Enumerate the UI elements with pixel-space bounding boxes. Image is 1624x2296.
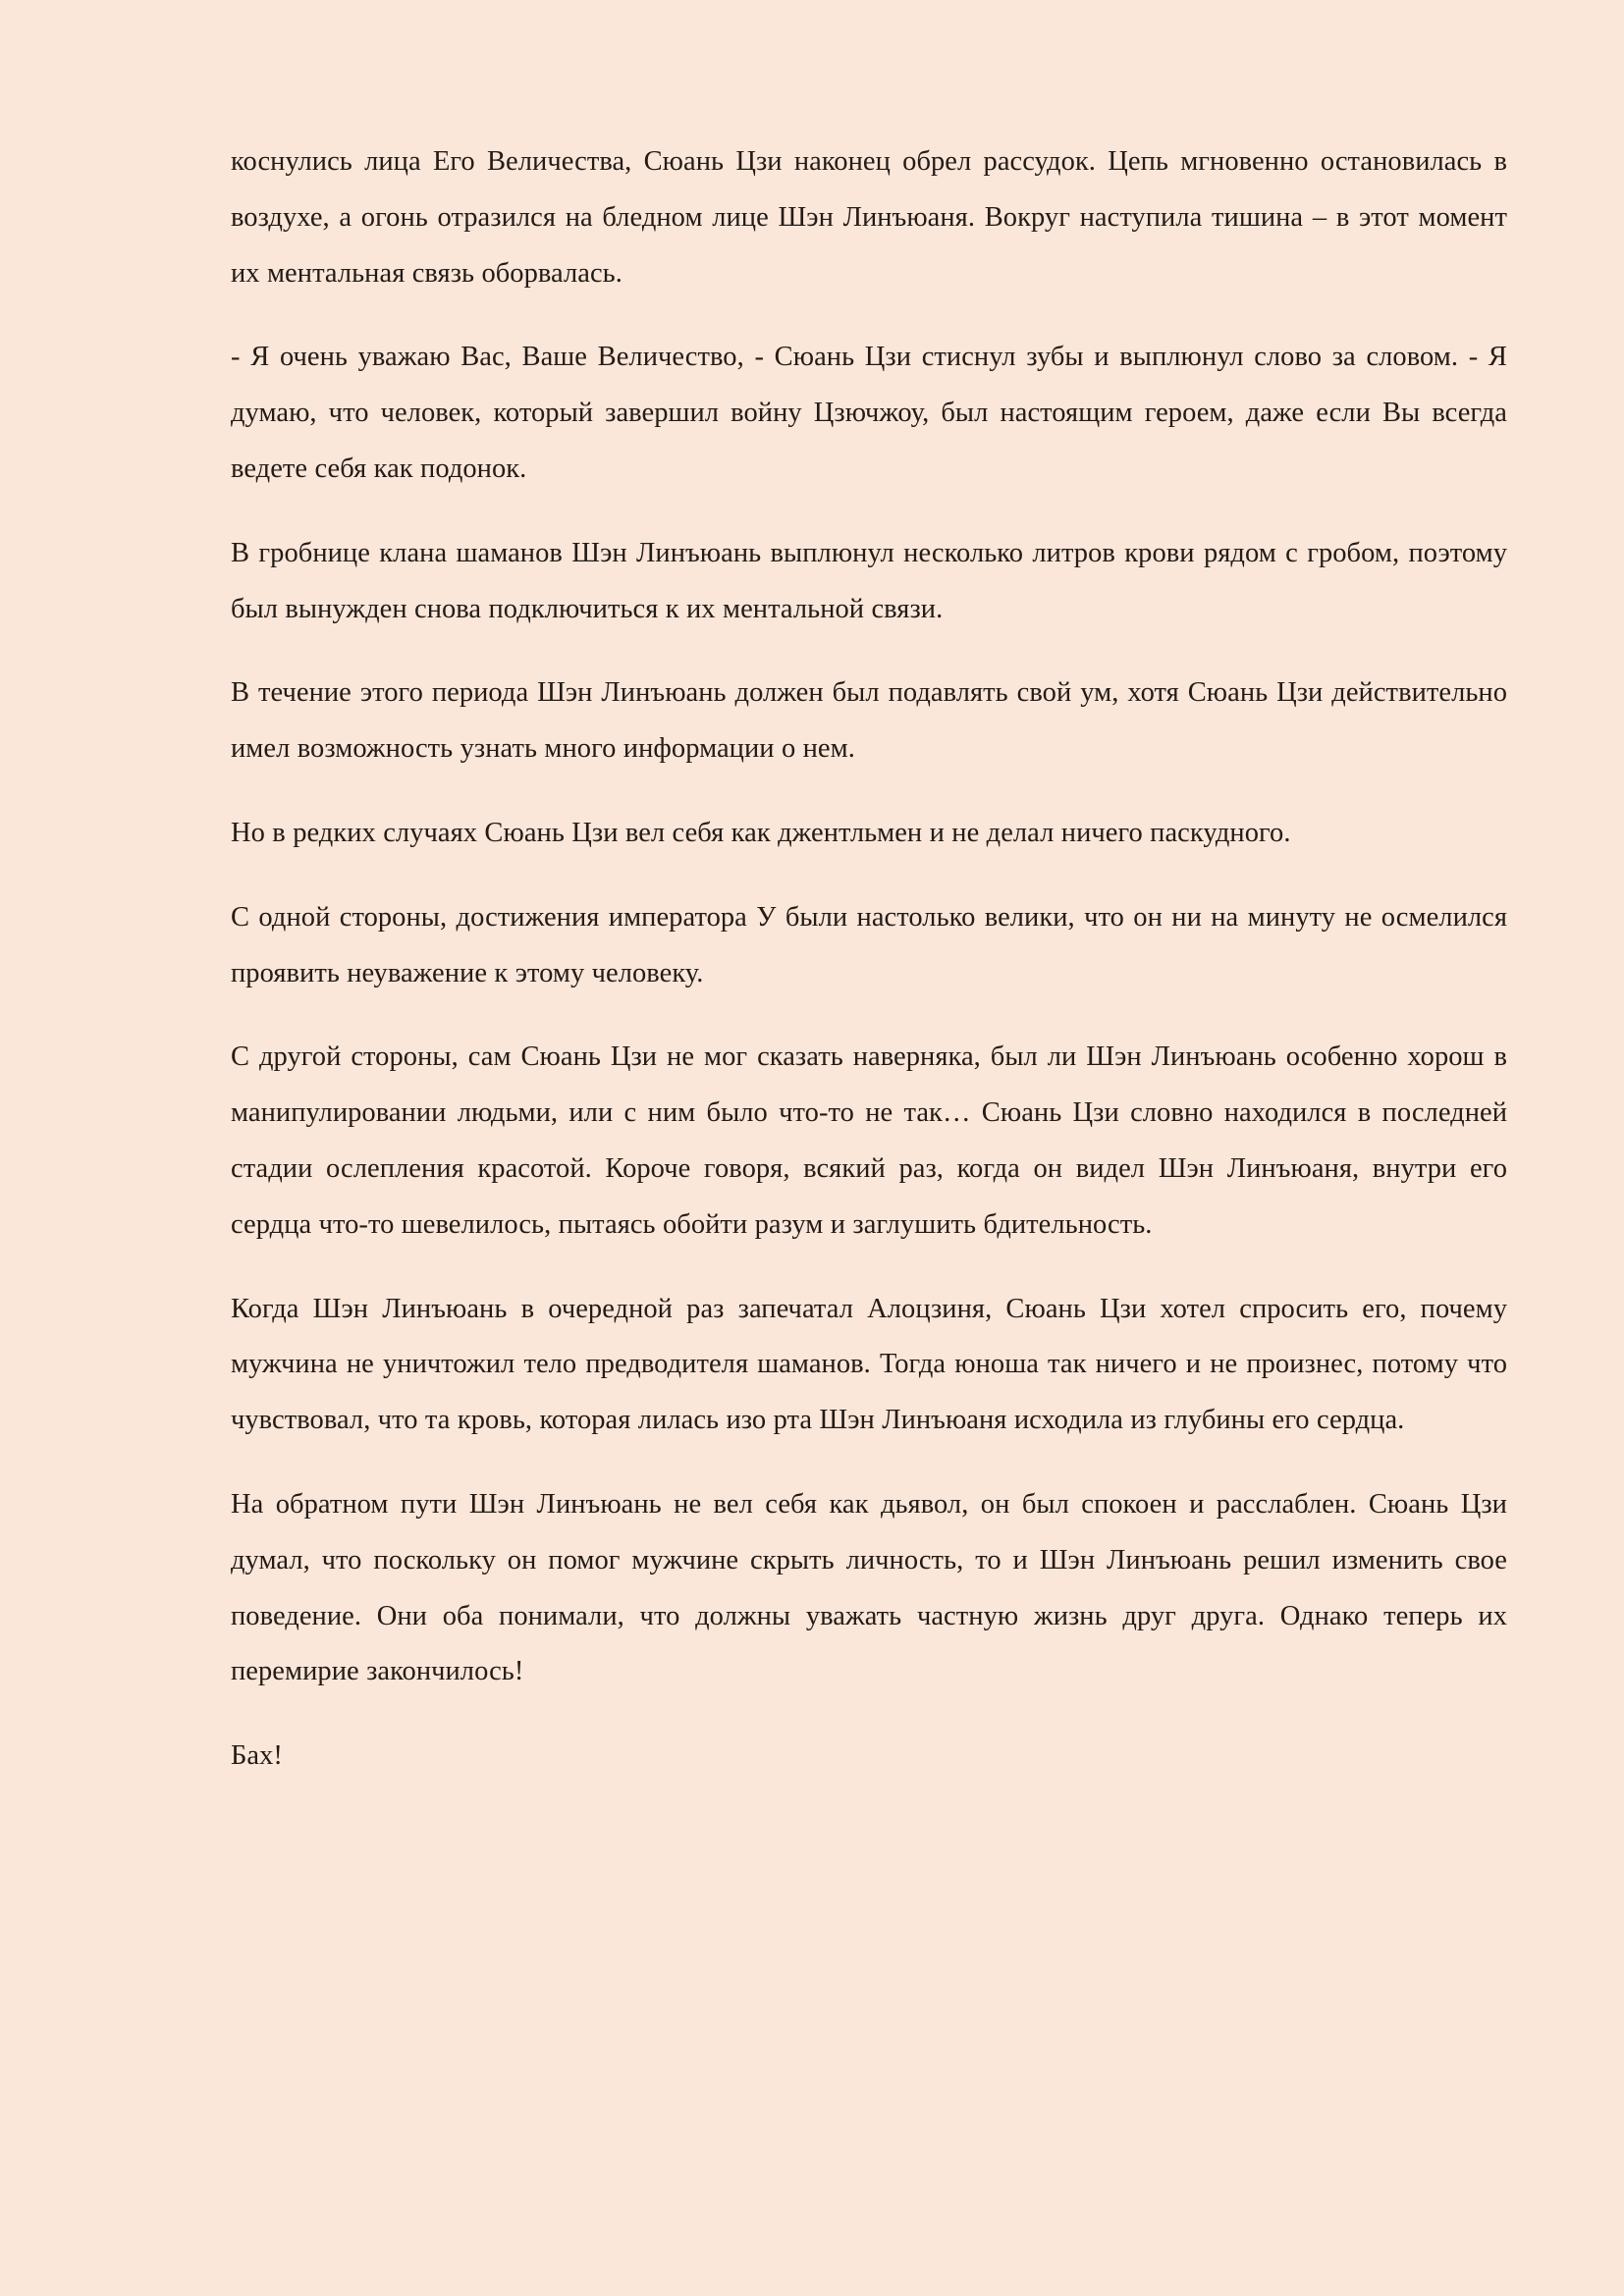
paragraph: Но в редких случаях Сюань Цзи вел себя как джентльмен и не делал ничего паскудного.: [231, 817, 1291, 848]
paragraph: - Я очень уважаю Вас, Ваше Величество, - Сюань Цзи стиснул зубы и выплюнул слово за словом. - Я думаю, что человек, который завершил войну Цзючжоу, был настоящим героем, даже если Вы всегда ведете себя как подонок.: [231, 342, 1507, 484]
paragraph: С одной стороны, достижения императора У были настолько велики, что он ни на минуту не осмелился проявить неуважение к этому человеку.: [231, 901, 1507, 988]
paragraph: Когда Шэн Линъюань в очередной раз запечатал Алоцзиня, Сюань Цзи хотел спросить его, почему мужчина не уничтожил тело предводителя шаманов. Тогда юноша так ничего и не произнес, потому что чувствовал, что та кровь, которая лилась изо рта Шэн Линъюаня исходила из глубины его сердца.: [231, 1293, 1507, 1436]
paragraph: Бах!: [231, 1740, 283, 1772]
paragraph: коснулись лица Его Величества, Сюань Цзи наконец обрел рассудок. Цепь мгновенно остановилась в воздухе, а огонь отразился на бледном лице Шэн Линъюаня. Вокруг наступила тишина – в этот момент их ментальная связь оборвалась.: [231, 146, 1507, 289]
paragraph: С другой стороны, сам Сюань Цзи не мог сказать наверняка, был ли Шэн Линъюань особенно хорош в манипулировании людьми, или с ним было что-то не так… Сюань Цзи словно находился в последней стадии ослепления красотой. Короче говоря, всякий раз, когда он видел Шэн Линъюаня, внутри его сердца что-то шевелилось, пытаясь обойти разум и заглушить бдительность.: [231, 1041, 1507, 1240]
text-column: [231, 134, 1507, 1785]
paragraph: В гробнице клана шаманов Шэн Линъюань выплюнул несколько литров крови рядом с гробом, поэтому был вынужден снова подключиться к их ментальной связи.: [231, 537, 1507, 624]
paragraph: На обратном пути Шэн Линъюань не вел себя как дьявол, он был спокоен и расслаблен. Сюань Цзи думал, что поскольку он помог мужчине скрыть личность, то и Шэн Линъюань решил изменить свое поведение. Они оба понимали, что должны уважать частную жизнь друг друга. Однако теперь их перемирие закончилось!: [231, 1488, 1507, 1687]
paragraph: В течение этого периода Шэн Линъюань должен был подавлять свой ум, хотя Сюань Цзи действительно имел возможность узнать много информации о нем.: [231, 677, 1507, 765]
